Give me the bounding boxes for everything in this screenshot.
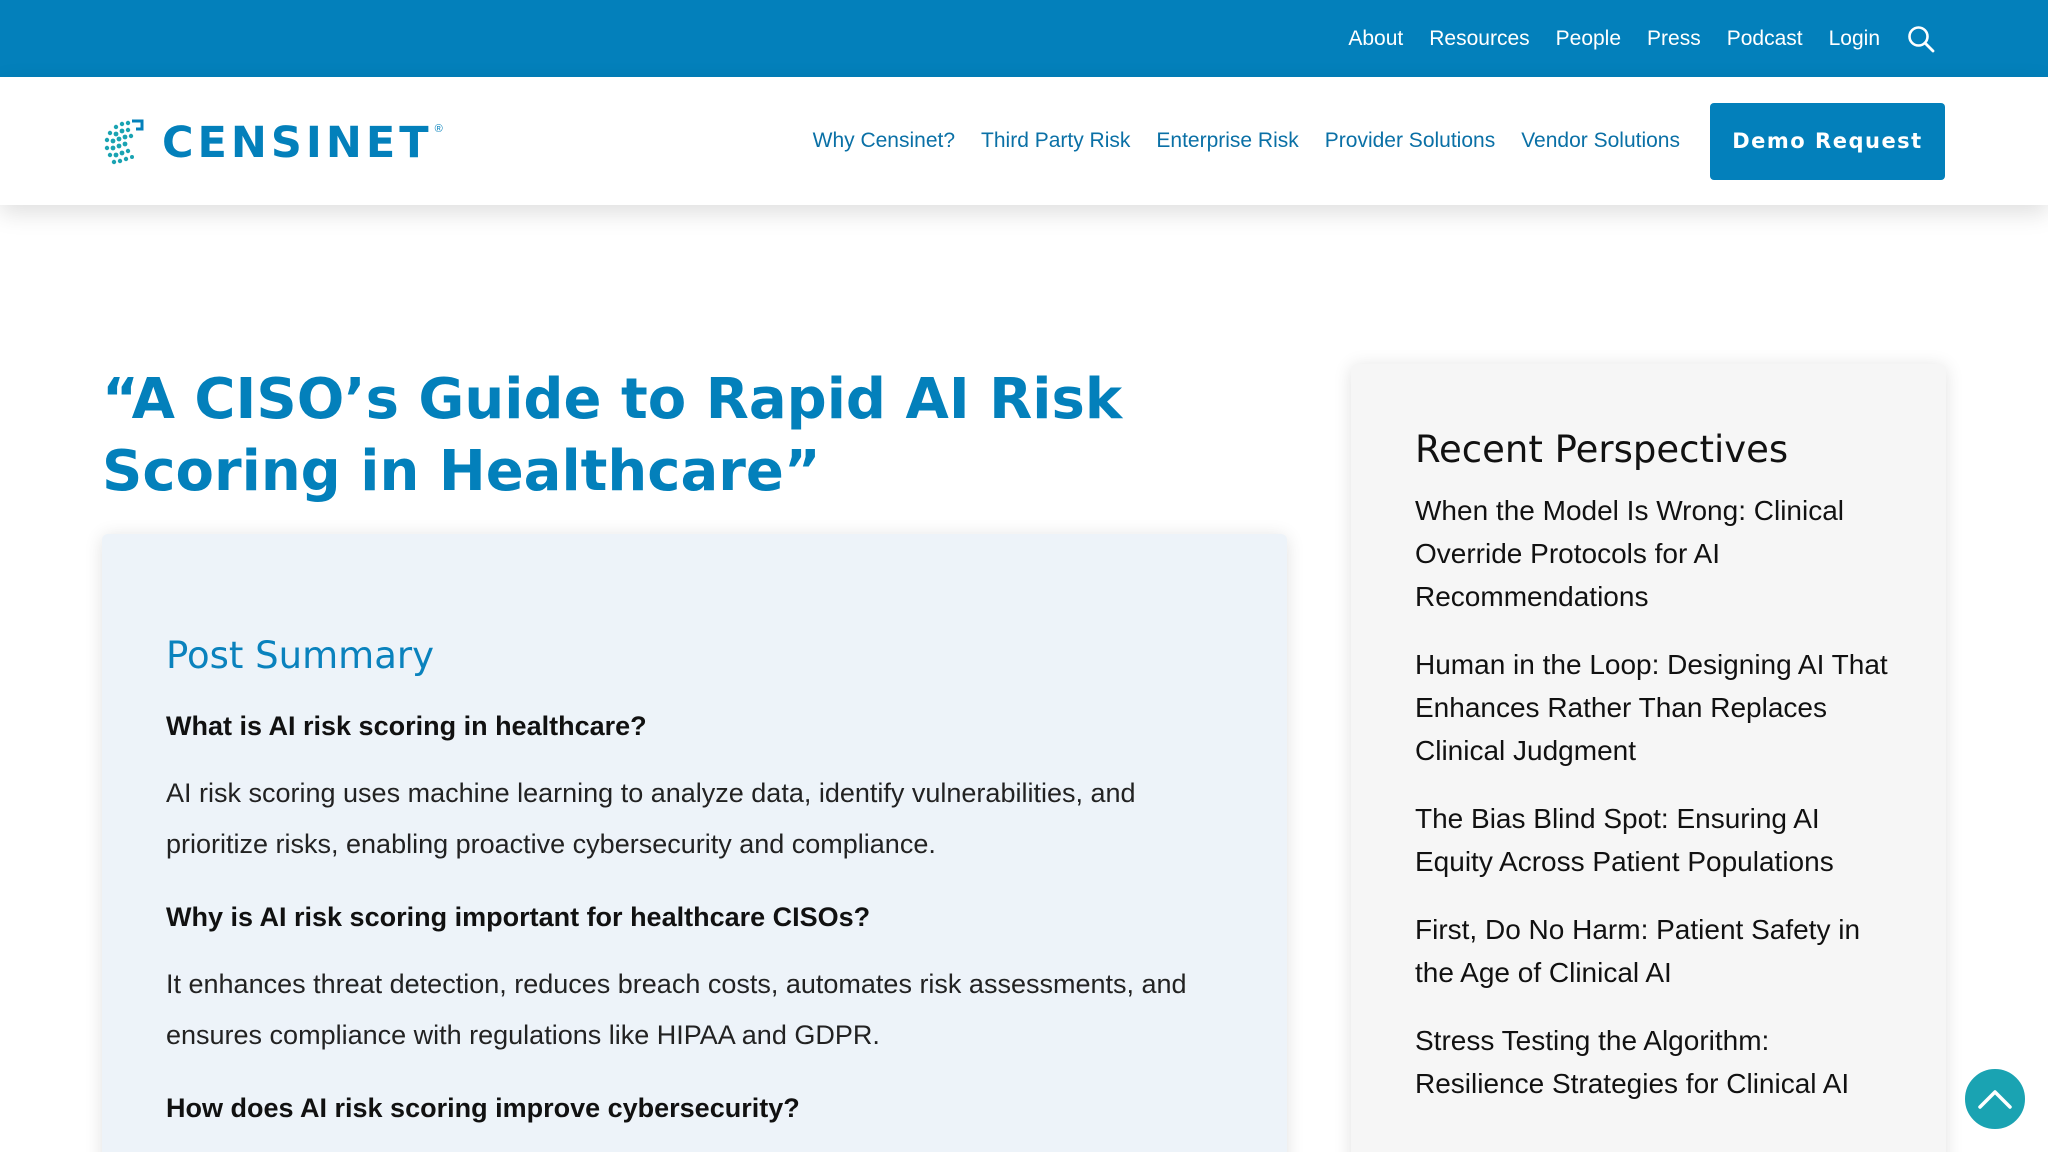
- faq-question: How does AI risk scoring improve cybersecurity?: [166, 1093, 800, 1123]
- faq-answer: AI risk scoring uses machine learning to analyze data, identify vulnerabilities, and prioritize risks, enabling proactive cybersecurity and compliance.: [166, 778, 1136, 859]
- registered-mark: ®: [434, 123, 443, 135]
- page-title: “A CISO’s Guide to Rapid AI Risk Scoring in Healthcare”: [102, 367, 1123, 504]
- chevron-up-icon: [1977, 1087, 2013, 1111]
- summary-heading: Post Summary: [166, 634, 434, 677]
- search-icon[interactable]: [1906, 24, 1936, 54]
- list-item: [1415, 643, 1888, 772]
- utility-nav: [1322, 0, 1936, 77]
- utility-link-press[interactable]: Press: [1647, 26, 1701, 50]
- nav-provider-solutions[interactable]: Provider Solutions: [1324, 129, 1496, 152]
- top-utility-bar: [0, 0, 2048, 77]
- faq-answer: It enhances threat detection, reduces breach costs, automates risk assessments, and ensures compliance with regulations like HIPAA and GDPR.: [166, 969, 1187, 1050]
- perspective-link[interactable]: Human in the Loop: Designing AI That Enhances Rather Than Replaces Clinical Judgment: [1415, 649, 1888, 766]
- utility-link-resources[interactable]: Resources: [1429, 26, 1530, 50]
- faq-question: Why is AI risk scoring important for healthcare CISOs?: [166, 902, 871, 932]
- perspective-link[interactable]: First, Do No Harm: Patient Safety in the Age of Clinical AI: [1415, 914, 1861, 988]
- list-item: [1415, 908, 1888, 994]
- list-item: [1415, 489, 1888, 618]
- perspective-link[interactable]: The Bias Blind Spot: Ensuring AI Equity Across Patient Populations: [1415, 803, 1834, 877]
- nav-vendor-solutions[interactable]: Vendor Solutions: [1521, 129, 1680, 152]
- logo-wordmark: CENSINET: [162, 118, 433, 168]
- perspective-link[interactable]: Stress Testing the Algorithm: Resilience Strategies for Clinical AI: [1415, 1025, 1850, 1099]
- post-summary-card: [102, 534, 1287, 1152]
- nav-why-censinet[interactable]: Why Censinet?: [812, 129, 956, 152]
- utility-link-login[interactable]: Login: [1828, 26, 1880, 50]
- back-to-top-button[interactable]: [1962, 1066, 2028, 1132]
- list-item: [1415, 797, 1888, 883]
- nav-third-party-risk[interactable]: Third Party Risk: [981, 129, 1131, 152]
- faq-question: What is AI risk scoring in healthcare?: [166, 711, 647, 741]
- utility-link-about[interactable]: About: [1348, 26, 1404, 50]
- globe-dots-icon: [102, 115, 158, 171]
- main-header: [0, 77, 2048, 205]
- nav-enterprise-risk[interactable]: Enterprise Risk: [1156, 129, 1299, 152]
- demo-request-button[interactable]: Demo Request: [1710, 103, 1945, 180]
- sidebar-heading: Recent Perspectives: [1415, 428, 1789, 471]
- main-nav: [787, 77, 1945, 205]
- utility-link-podcast[interactable]: Podcast: [1726, 26, 1803, 50]
- perspective-link[interactable]: When the Model Is Wrong: Clinical Override Protocols for AI Recommendations: [1415, 495, 1844, 612]
- recent-perspectives-sidebar: [1351, 364, 1946, 1152]
- censinet-logo[interactable]: [102, 115, 443, 171]
- utility-link-people[interactable]: People: [1555, 26, 1622, 50]
- perspectives-list: [1415, 489, 1888, 1105]
- list-item: [1415, 1019, 1888, 1105]
